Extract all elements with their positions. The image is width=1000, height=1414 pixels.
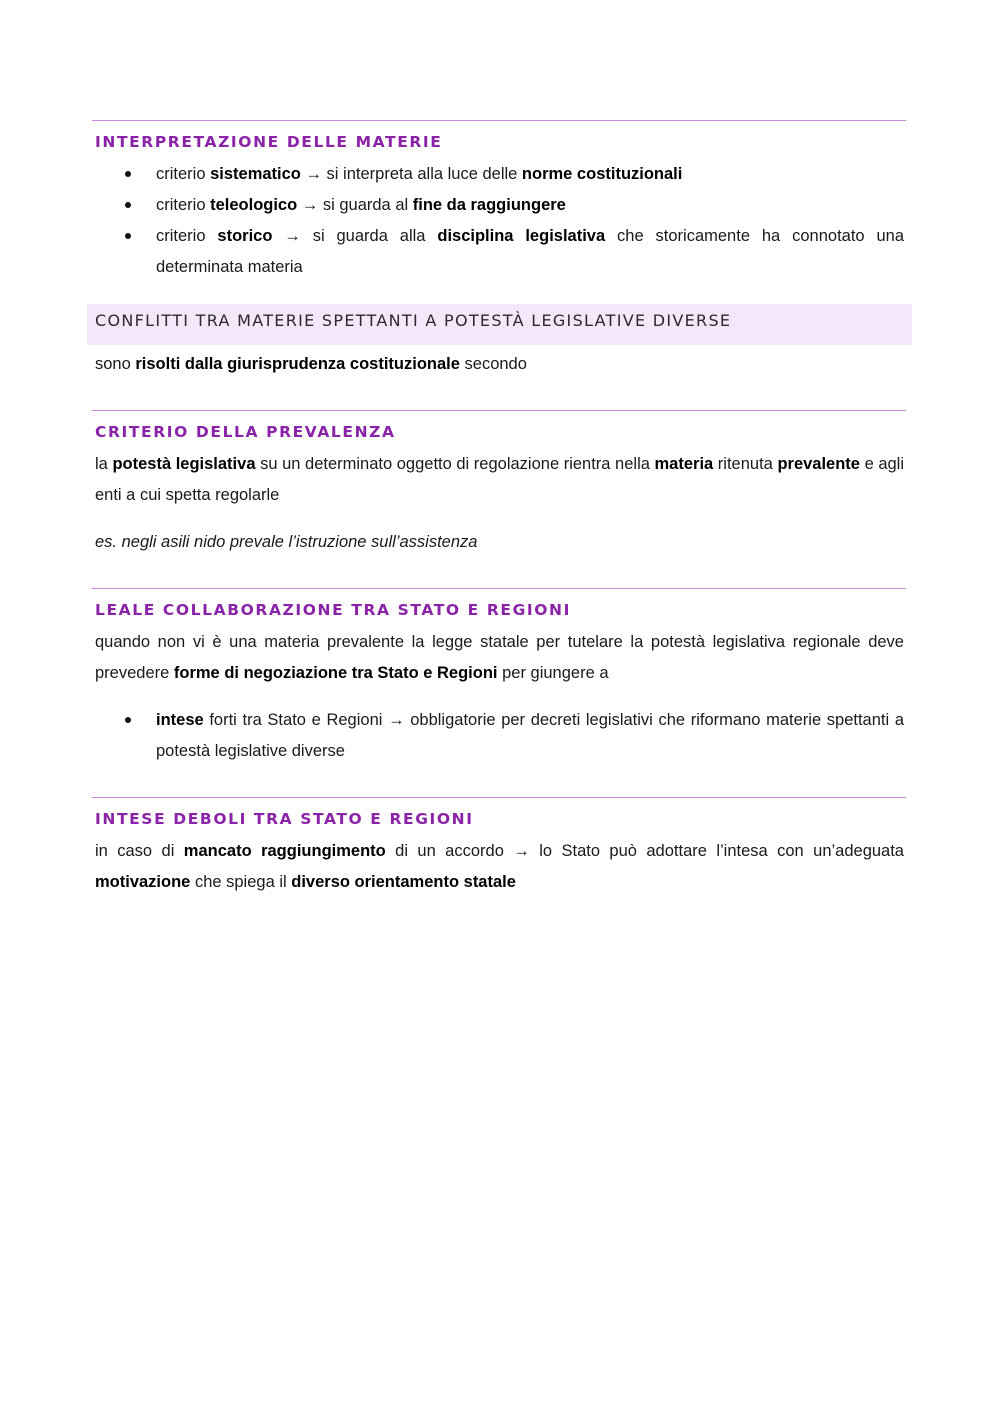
paragraph-conflitti: sono risolti dalla giurisprudenza costituzionale secondo: [95, 355, 527, 373]
example-prevalenza: es. negli asili nido prevale l’istruzione sull’assistenza: [95, 533, 478, 551]
bullet: [124, 233, 134, 243]
bullet: [124, 717, 134, 727]
paragraph-deboli: in caso di mancato raggiungimento di un accordo → lo Stato può adottare l’intesa con un’adeguata motivazione che spiega il diverso orientamento statale: [95, 842, 904, 891]
heading-prevalenza: CRITERIO DELLA PREVALENZA: [92, 410, 906, 441]
heading-conflitti: CONFLITTI TRA MATERIE SPETTANTI A POTESTÀ LEGISLATIVE DIVERSE: [95, 311, 732, 330]
list-item-sistematico: criterio sistematico → si interpreta alla luce delle norme costituzionali: [156, 165, 683, 183]
paragraph-prevalenza: la potestà legislativa su un determinato oggetto di regolazione rientra nella materia ritenuta prevalente e agli enti a cui spetta regolarle: [95, 455, 905, 504]
list-item-storico: criterio storico → si guarda alla disciplina legislativa che storicamente ha connotato una determinata materia: [156, 227, 905, 276]
heading-leale: LEALE COLLABORAZIONE TRA STATO E REGIONI: [92, 588, 906, 619]
list-item-intese: intese forti tra Stato e Regioni → obbligatorie per decreti legislativi che riformano materie spettanti a potestà legislative diverse: [156, 711, 904, 760]
paragraph-leale: quando non vi è una materia prevalente la legge statale per tutelare la potestà legislativa regionale deve prevedere forme di negoziazione tra Stato e Regioni per giungere a: [95, 633, 904, 682]
heading-deboli: INTESE DEBOLI TRA STATO E REGIONI: [92, 797, 906, 828]
bullet: [124, 171, 134, 181]
heading-interpretazione: INTERPRETAZIONE DELLE MATERIE: [92, 120, 906, 151]
list-item-teleologico: criterio teleologico → si guarda al fine da raggiungere: [156, 196, 566, 214]
bullet: [124, 202, 134, 212]
